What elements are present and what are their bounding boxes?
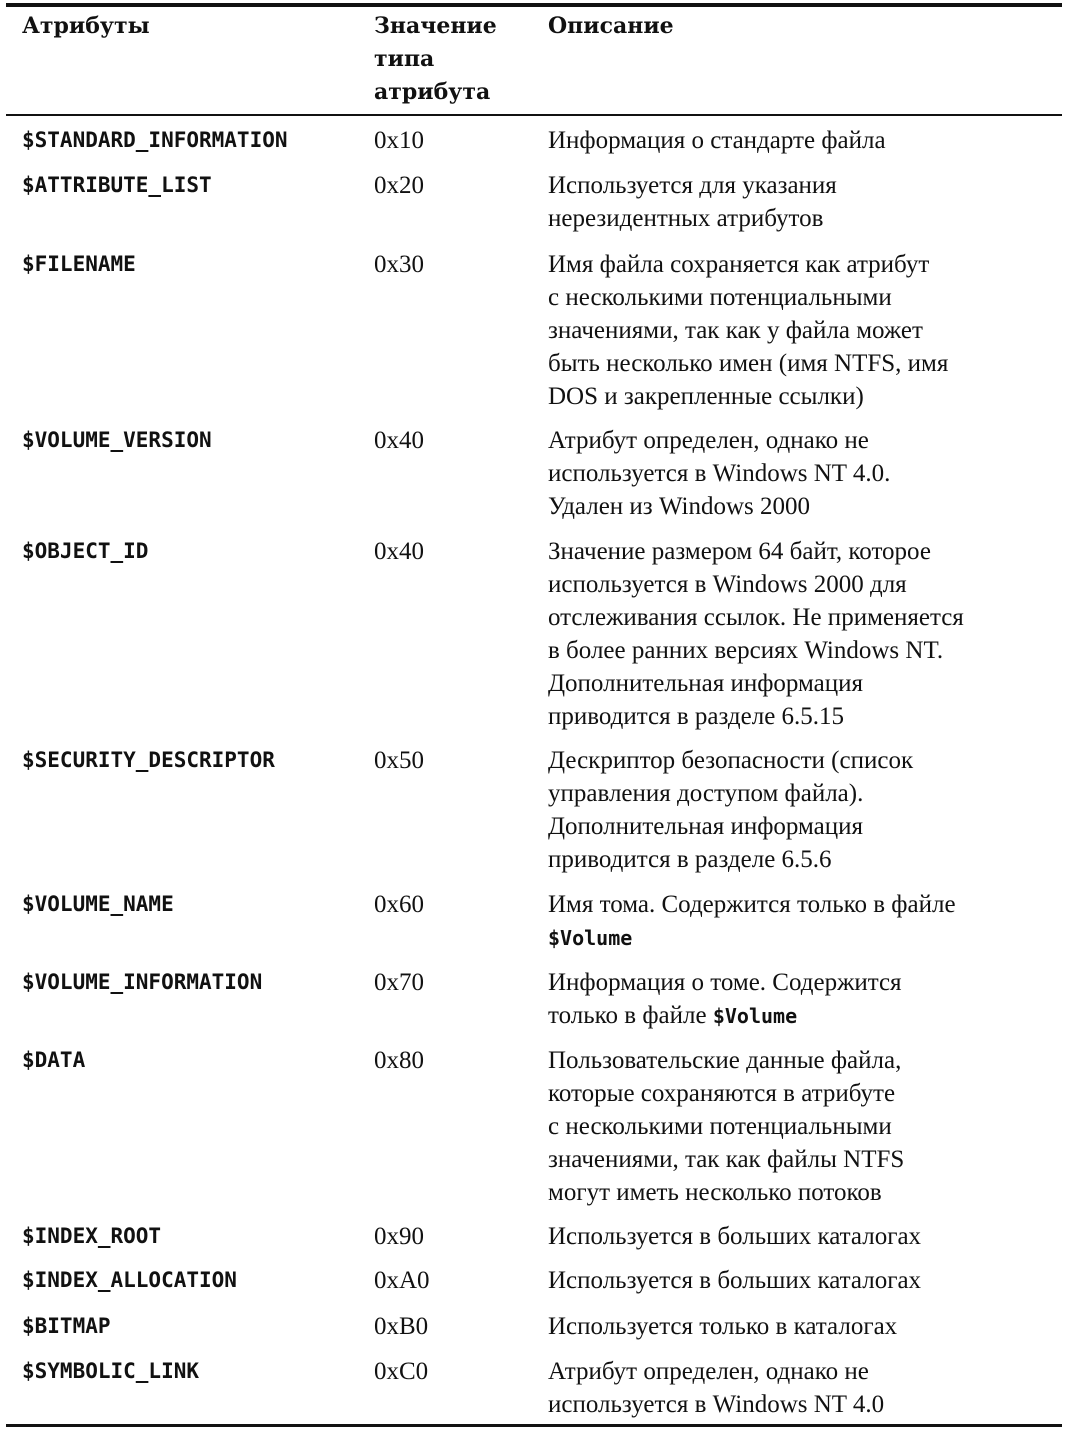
attribute-name: $INDEX_ALLOCATION (22, 1268, 237, 1292)
attribute-description (548, 744, 1060, 876)
attribute-name: $STANDARD_INFORMATION (22, 128, 288, 152)
header-rule (6, 114, 1062, 116)
attribute-type-code: 0x80 (374, 1047, 424, 1074)
attribute-type-code: 0x20 (374, 172, 424, 199)
attribute-type-code: 0xC0 (374, 1358, 429, 1385)
description-text: только в файле (548, 1002, 713, 1029)
attribute-type-code: 0xA0 (374, 1267, 430, 1294)
attribute-description (548, 1310, 1060, 1343)
description-line: с несколькими потенциальными (548, 1113, 892, 1140)
description-line: Значение размером 64 байт, которое (548, 538, 931, 565)
attribute-name: $DATA (22, 1048, 86, 1072)
attribute-name: $SYMBOLIC_LINK (22, 1359, 200, 1383)
header-type-value (374, 10, 497, 109)
description-line: в более ранних версиях Windows NT. (548, 637, 944, 664)
description-line: Атрибут определен, однако не (548, 1358, 869, 1385)
attribute-description (548, 424, 1060, 523)
attribute-name: $SECURITY_DESCRIPTOR (22, 748, 275, 772)
description-line (548, 921, 1060, 955)
attribute-name: $VOLUME_NAME (22, 892, 174, 916)
description-line: Используется в больших каталогах (548, 1267, 922, 1294)
description-line: нерезидентных атрибутов (548, 205, 824, 232)
attribute-description (548, 966, 1060, 1033)
description-line: используется в Windows NT 4.0. (548, 460, 891, 487)
description-line: быть несколько имен (имя NTFS, имя (548, 350, 949, 377)
attribute-name: $FILENAME (22, 252, 136, 276)
description-line: которые сохраняются в атрибуте (548, 1080, 896, 1107)
attribute-description (548, 1355, 1060, 1421)
description-line: могут иметь несколько потоков (548, 1179, 882, 1206)
attribute-name: $INDEX_ROOT (22, 1224, 162, 1248)
attribute-type-code: 0x60 (374, 891, 424, 918)
description-line: Дополнительная информация (548, 813, 864, 840)
attribute-type-code: 0x40 (374, 427, 424, 454)
attribute-description (548, 1264, 1060, 1297)
table-bottom-rule (6, 1424, 1062, 1427)
attribute-description (548, 248, 1060, 413)
attribute-description (548, 535, 1060, 733)
attribute-name: $OBJECT_ID (22, 539, 149, 563)
description-line: значениями, так как у файла может (548, 317, 923, 344)
attribute-type-code: 0xB0 (374, 1313, 429, 1340)
description-line: отслеживания ссылок. Не применяется (548, 604, 964, 631)
attribute-type-code: 0x50 (374, 747, 424, 774)
description-line: используется в Windows 2000 для (548, 571, 907, 598)
description-line: Используется только в каталогах (548, 1313, 898, 1340)
description-line: DOS и закрепленные ссылки) (548, 383, 864, 410)
description-line (548, 999, 1060, 1033)
description-line: Имя тома. Содержится только в файле (548, 891, 956, 918)
attribute-type-code: 0x10 (374, 127, 424, 154)
description-line: используется в Windows NT 4.0 (548, 1391, 885, 1418)
description-line: приводится в разделе 6.5.15 (548, 703, 845, 730)
header-attributes: Атрибуты (22, 13, 150, 39)
volume-file-name: $Volume (548, 926, 633, 950)
attribute-type-code: 0x90 (374, 1223, 424, 1250)
attribute-description (548, 888, 1060, 955)
description-line: Дополнительная информация (548, 670, 864, 697)
description-line: значениями, так как файлы NTFS (548, 1146, 905, 1173)
table-top-rule (6, 3, 1062, 7)
description-line: Дескриптор безопасности (список (548, 747, 914, 774)
header-type-value-line: атрибута (374, 79, 491, 105)
attribute-table (6, 0, 1062, 1431)
description-line: приводится в разделе 6.5.6 (548, 846, 832, 873)
description-line: с несколькими потенциальными (548, 284, 892, 311)
description-line: Используется для указания (548, 172, 837, 199)
description-line: Пользовательские данные файла, (548, 1047, 902, 1074)
description-line: Информация о томе. Содержится (548, 969, 902, 996)
attribute-name: $BITMAP (22, 1314, 111, 1338)
attribute-name: $ATTRIBUTE_LIST (22, 173, 212, 197)
header-description: Описание (548, 13, 674, 39)
description-line: Атрибут определен, однако не (548, 427, 869, 454)
attribute-description (548, 169, 1060, 235)
attribute-type-code: 0x40 (374, 538, 424, 565)
attribute-name: $VOLUME_INFORMATION (22, 970, 263, 994)
header-type-value-line: Значение (374, 13, 497, 39)
attribute-type-code: 0x70 (374, 969, 424, 996)
attribute-description (548, 1220, 1060, 1253)
description-line: Информация о стандарте файла (548, 127, 886, 154)
header-type-value-line: типа (374, 46, 435, 72)
description-line: Удален из Windows 2000 (548, 493, 811, 520)
attribute-description (548, 1044, 1060, 1209)
description-line: Имя файла сохраняется как атрибут (548, 251, 930, 278)
attribute-name: $VOLUME_VERSION (22, 428, 212, 452)
description-line: управления доступом файла). (548, 780, 864, 807)
attribute-type-code: 0x30 (374, 251, 424, 278)
volume-file-name: $Volume (712, 1004, 798, 1028)
description-line: Используется в больших каталогах (548, 1223, 922, 1250)
attribute-description (548, 124, 1060, 157)
